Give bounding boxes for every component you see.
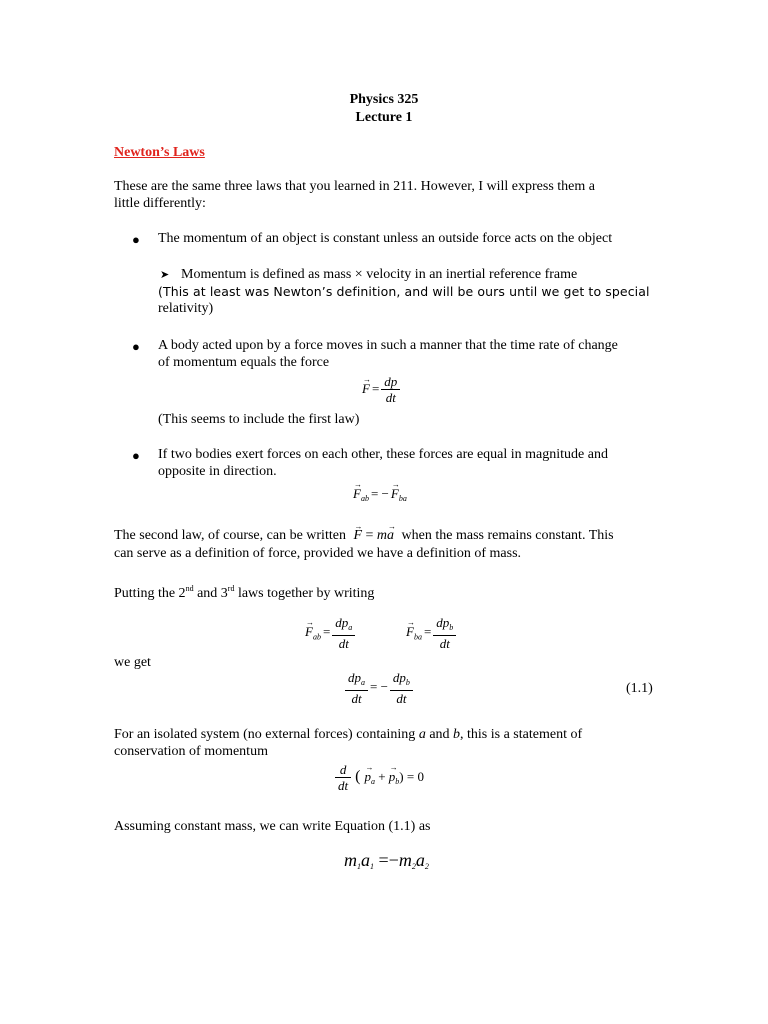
equation-conservation-momentum: $\frac{d}{dt}$ ( → $p_a$ + → $p_b) = 0$ <box>335 762 424 794</box>
arrow-bullet-icon: ➤ <box>160 269 170 281</box>
assuming-constant-mass: Assuming constant mass, we can write Equation (1.1) as <box>114 819 431 834</box>
law2-note: (This seems to include the first law) <box>158 412 360 427</box>
intro-line-2: little differently: <box>114 196 206 211</box>
document-title: Physics 325 <box>349 92 419 107</box>
equation-final-mass-acceleration: $m_1a_1 =-m_2a_2$ <box>344 850 429 871</box>
second-law-line-2: can serve as a definition of force, provided we have a definition of mass. <box>114 546 522 561</box>
second-law-line-1: The second law, of course, can be written → F = m→ a when the mass remains constant. This <box>114 527 614 544</box>
section-heading: Newton’s Laws <box>114 145 205 160</box>
isolated-system-line-1: For an isolated system (no external forces) containing a and b, this is a statement of <box>114 727 583 742</box>
intro-line-1: These are the same three laws that you learned in 211. However, I will express them a <box>114 179 595 194</box>
law1-note-line-2: relativity) <box>158 301 214 316</box>
equation-1-1: $\frac{dp_a}{dt}$ = − $\frac{dp_b}{dt}$ <box>345 670 413 707</box>
equation-f-ba: → $F_{ba}$ = $\frac{dp_b}{dt}$ <box>406 615 456 652</box>
law1-note-line-1: (This at least was Newton’s definition, and will be ours until we get to special <box>158 284 650 299</box>
we-get-text: we get <box>114 655 151 670</box>
law2-line-2: of momentum equals the force <box>158 355 330 370</box>
law1-text: The momentum of an object is constant unless an outside force acts on the object <box>158 231 613 246</box>
law3-line-1: If two bodies exert forces on each other, these forces are equal in magnitude and <box>158 447 608 462</box>
equation-third-law: → $F_{ab}$ = −→ $F_{ba}$ <box>353 485 407 507</box>
law2-line-1: A body acted upon by a force moves in such a manner that the time rate of change <box>158 338 618 353</box>
bullet-icon: ● <box>132 339 140 354</box>
isolated-system-line-2: conservation of momentum <box>114 744 268 759</box>
putting-laws-together: Putting the 2nd and 3rd laws together by writing <box>114 584 375 601</box>
equation-force-momentum: → F = $\frac{dp}{dt}$ <box>362 374 400 406</box>
law1-momentum-definition: Momentum is defined as mass × velocity in an inertial reference frame <box>181 267 578 282</box>
law3-line-2: opposite in direction. <box>158 464 277 479</box>
equation-f-ab: → $F_{ab}$ = $\frac{dp_a}{dt}$ <box>305 615 355 652</box>
bullet-icon: ● <box>132 232 140 247</box>
equation-number-label: (1.1) <box>626 681 653 696</box>
bullet-icon: ● <box>132 448 140 463</box>
document-subtitle: Lecture 1 <box>355 110 413 125</box>
